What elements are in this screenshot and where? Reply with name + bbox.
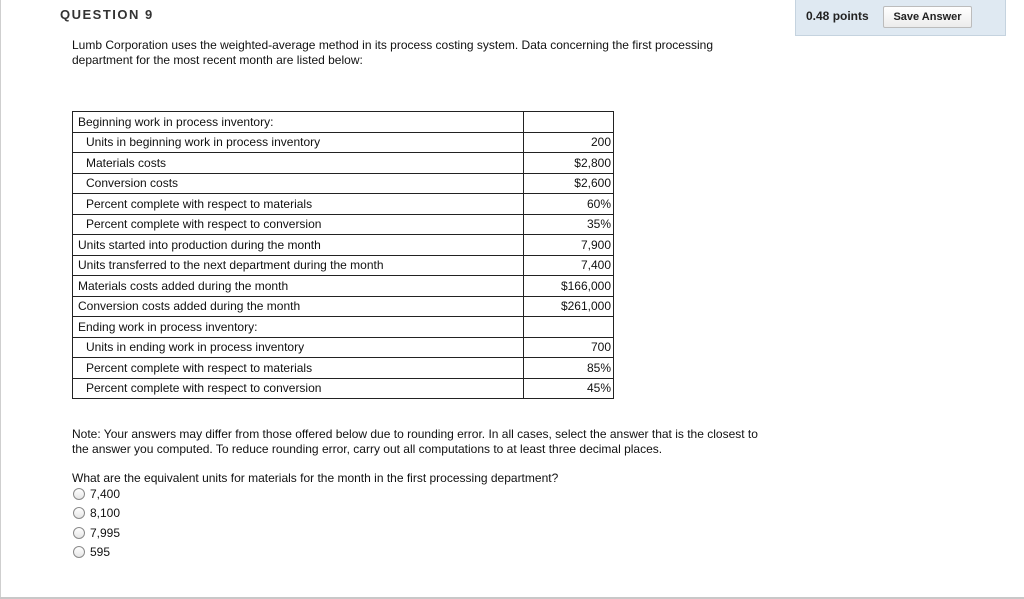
option-label: 8,100 bbox=[90, 506, 121, 520]
table-row bbox=[73, 378, 614, 399]
row-label: Beginning work in process inventory: bbox=[73, 112, 524, 133]
answer-option-2[interactable] bbox=[73, 505, 120, 521]
row-label: Ending work in process inventory: bbox=[73, 317, 524, 338]
row-label: Units in ending work in process inventory bbox=[73, 337, 524, 358]
data-table bbox=[72, 111, 614, 399]
row-value: $261,000 bbox=[524, 296, 614, 317]
question-prompt: What are the equivalent units for materials for the month in the first processing department? bbox=[72, 471, 559, 485]
points-panel bbox=[795, 0, 1006, 36]
table-row bbox=[73, 317, 614, 338]
table-row bbox=[73, 214, 614, 235]
row-label: Conversion costs added during the month bbox=[73, 296, 524, 317]
radio-button[interactable] bbox=[73, 527, 85, 539]
row-value: 35% bbox=[524, 214, 614, 235]
table-row bbox=[73, 112, 614, 133]
left-border bbox=[0, 0, 1, 599]
row-value: 7,900 bbox=[524, 235, 614, 256]
row-value: 45% bbox=[524, 378, 614, 399]
radio-button[interactable] bbox=[73, 507, 85, 519]
row-value: $2,600 bbox=[524, 173, 614, 194]
row-label: Units started into production during the month bbox=[73, 235, 524, 256]
answer-option-4[interactable] bbox=[73, 544, 110, 560]
row-label: Units in beginning work in process inventory bbox=[73, 132, 524, 153]
row-value: 60% bbox=[524, 194, 614, 215]
answer-option-3[interactable] bbox=[73, 525, 120, 541]
table-row bbox=[73, 153, 614, 174]
option-label: 7,995 bbox=[90, 526, 121, 540]
row-label: Materials costs bbox=[73, 153, 524, 174]
table-row bbox=[73, 337, 614, 358]
row-label: Materials costs added during the month bbox=[73, 276, 524, 297]
row-value: $166,000 bbox=[524, 276, 614, 297]
row-label: Percent complete with respect to conversion bbox=[73, 214, 524, 235]
row-label: Percent complete with respect to materials bbox=[73, 358, 524, 379]
row-value: $2,800 bbox=[524, 153, 614, 174]
radio-button[interactable] bbox=[73, 546, 85, 558]
row-label: Percent complete with respect to conversion bbox=[73, 378, 524, 399]
row-value bbox=[524, 317, 614, 338]
question-intro: Lumb Corporation uses the weighted-average method in its process costing system. Data concerning the first processing department for the most recent month are listed below: bbox=[72, 38, 713, 67]
row-label: Units transferred to the next department during the month bbox=[73, 255, 524, 276]
table-row bbox=[73, 255, 614, 276]
table-row bbox=[73, 132, 614, 153]
radio-button[interactable] bbox=[73, 488, 85, 500]
row-value: 7,400 bbox=[524, 255, 614, 276]
table-row bbox=[73, 296, 614, 317]
table-row bbox=[73, 235, 614, 256]
table-row bbox=[73, 358, 614, 379]
table-row bbox=[73, 173, 614, 194]
points-label: 0.48 points bbox=[806, 9, 869, 23]
table-row bbox=[73, 194, 614, 215]
table-row bbox=[73, 276, 614, 297]
row-label: Conversion costs bbox=[73, 173, 524, 194]
save-answer-button[interactable]: Save Answer bbox=[883, 6, 972, 28]
option-label: 7,400 bbox=[90, 487, 121, 501]
rounding-note: Note: Your answers may differ from those offered below due to rounding error. In all cases, select the answer that is the closest to the answer you computed. To reduce rounding error, carry out all computations to at least three decimal places. bbox=[72, 427, 758, 456]
row-value: 200 bbox=[524, 132, 614, 153]
row-value bbox=[524, 112, 614, 133]
option-label: 595 bbox=[90, 545, 111, 559]
row-value: 700 bbox=[524, 337, 614, 358]
question-title: QUESTION 9 bbox=[60, 7, 154, 22]
row-label: Percent complete with respect to materials bbox=[73, 194, 524, 215]
answer-option-1[interactable] bbox=[73, 486, 120, 502]
row-value: 85% bbox=[524, 358, 614, 379]
